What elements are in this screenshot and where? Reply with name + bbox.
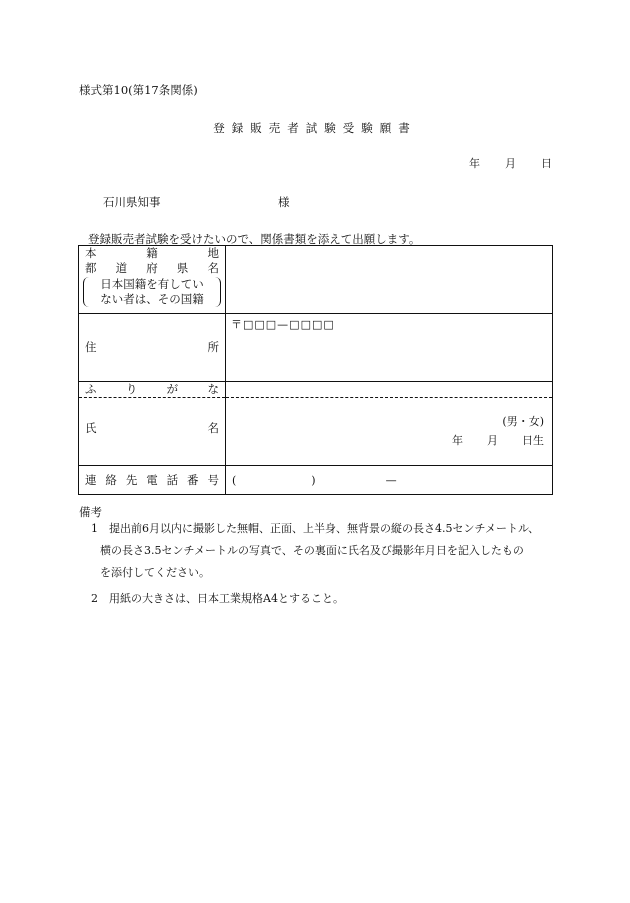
form-number: 様式第10(第17条関係) <box>79 83 198 97</box>
tel-close-paren: ) <box>311 473 316 487</box>
date-year: 年 <box>469 157 480 170</box>
tel-dash: — <box>385 473 397 487</box>
application-table <box>78 245 553 495</box>
remark-item-2: 2 用紙の大きさは、日本工業規格A4とすること。 <box>91 592 344 605</box>
tel-label-cell: 連 絡 先 電 話 番 号 <box>79 466 226 495</box>
tel-row <box>79 466 553 495</box>
address-row <box>79 314 553 382</box>
furigana-input-cell[interactable] <box>226 382 553 398</box>
tel-input-cell[interactable] <box>226 466 553 495</box>
birth-date[interactable]: 年 月 日生 <box>452 434 544 447</box>
postal-code-field[interactable]: 〒□□□—□□□□ <box>231 318 335 331</box>
honseki-input-cell[interactable] <box>226 246 553 314</box>
name-row <box>79 398 553 466</box>
remarks-heading: 備考 <box>79 505 102 519</box>
honseki-label-line2: 都 道 府 県 名 <box>85 261 219 275</box>
address-input-cell[interactable] <box>226 314 553 382</box>
intro-text: 登録販売者試験を受けたいので、関係書類を添えて出願します。 <box>88 232 421 246</box>
tel-open-paren: ( <box>232 473 237 487</box>
honorific: 様 <box>278 195 290 209</box>
application-date <box>469 155 552 171</box>
name-input-cell[interactable] <box>226 398 553 466</box>
nationality-note: 日本国籍を有してい ない者は、その国籍 <box>83 277 221 307</box>
furigana-row <box>79 382 553 398</box>
date-month: 月 <box>505 157 516 170</box>
honseki-row <box>79 246 553 314</box>
address-label-cell: 住 所 <box>79 314 226 382</box>
sex-selector[interactable]: (男・女) <box>502 415 544 428</box>
date-day: 日 <box>541 157 552 170</box>
honseki-label-cell <box>79 246 226 314</box>
name-label-cell: 氏 名 <box>79 398 226 466</box>
furigana-label-cell: ふ り が な <box>79 382 226 398</box>
page-title: 登録販売者試験受験願書 <box>213 121 417 135</box>
remark-item-1: 1 提出前6月以内に撮影した無帽、正面、上半身、無背景の縦の長さ4.5センチメートル、 横の長さ3.5センチメートルの写真で、その裏面に氏名及び撮影年月日を記入したもの を添付してください。 <box>91 522 540 579</box>
addressee: 石川県知事 <box>103 195 161 209</box>
honseki-label-line1: 本 籍 地 <box>85 246 219 260</box>
